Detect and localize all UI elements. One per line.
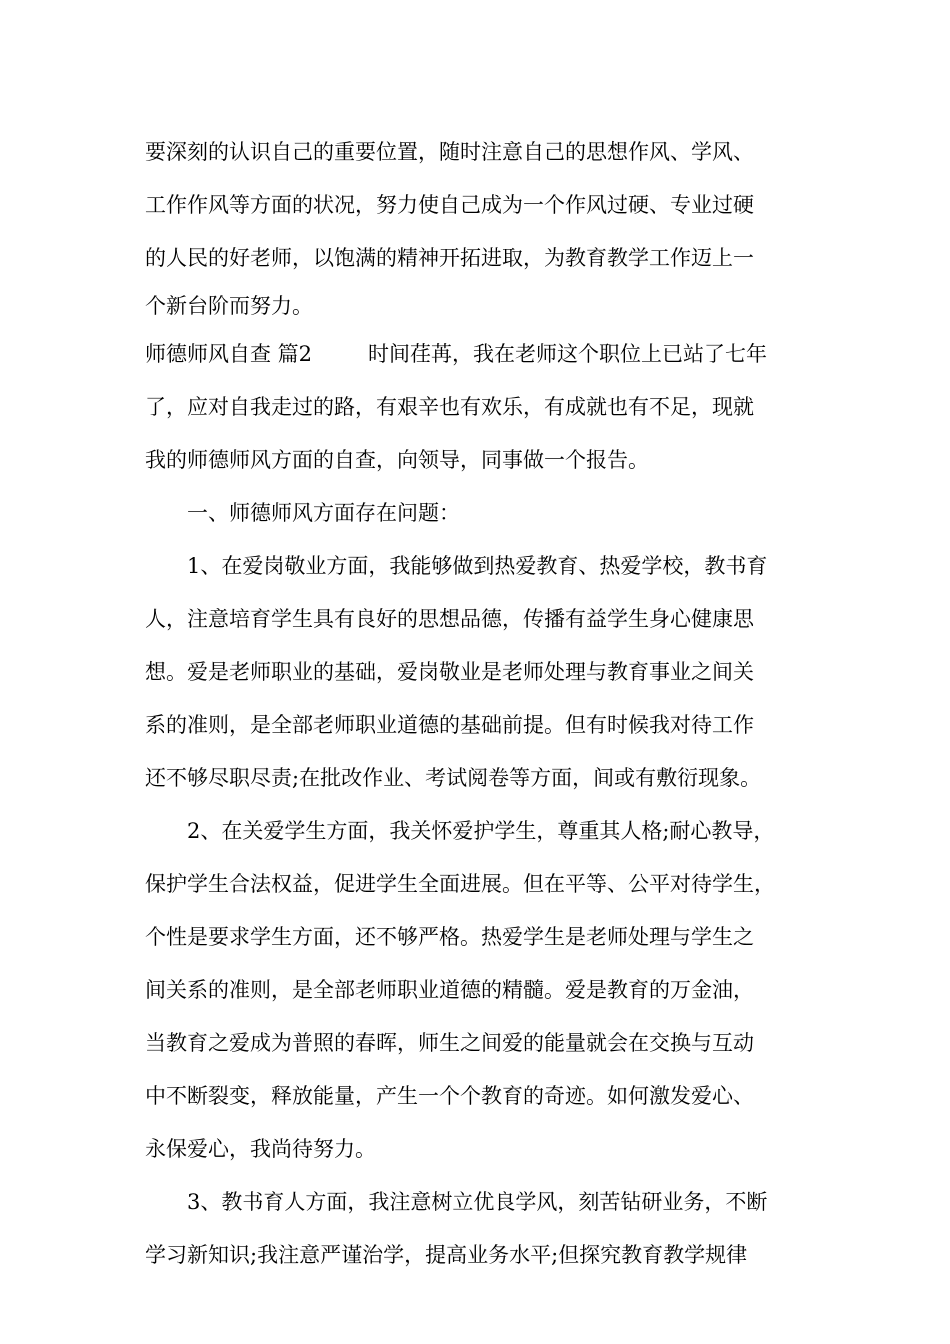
text-line: 还不够尽职尽责;在批改作业、考试阅卷等方面，间或有敷衍现象。 [145, 766, 762, 790]
text-line: 工作作风等方面的状况，努力使自己成为一个作风过硬、专业过硬 [145, 193, 754, 217]
text-line: 间关系的准则，是全部老师职业道德的精髓。爱是教育的万金油， [145, 978, 754, 1002]
section-heading: 师德师风自查 篇2 [145, 342, 313, 366]
text-line: 保护学生合法权益，促进学生全面进展。但在平等、公平对待学生， [145, 872, 775, 896]
continuation-paragraph [145, 126, 810, 328]
text-line: 人，注意培育学生具有良好的思想品德，传播有益学生身心健康思 [145, 607, 754, 631]
text-line: 个新台阶而努力。 [145, 294, 313, 318]
point-3-paragraph [145, 1176, 810, 1282]
text-line: 2、在关爱学生方面，我关怀爱护学生，尊重其人格;耐心教导， [187, 819, 775, 843]
text-line: 时间荏苒，我在老师这个职位上已站了七年 [368, 342, 768, 366]
subheading-paragraph [145, 487, 810, 540]
section-heading-line [145, 328, 810, 381]
point-1-paragraph [145, 540, 810, 805]
text-line: 我的师德师风方面的自查，向领导，同事做一个报告。 [145, 448, 649, 472]
subheading: 一、师德师风方面存在问题： [187, 501, 460, 525]
text-line: 中不断裂变，释放能量，产生一个个教育的奇迹。如何激发爱心、 [145, 1084, 754, 1108]
text-line: 3、教书育人方面，我注意树立优良学风，刻苦钻研业务，不断 [187, 1190, 768, 1214]
document-body [145, 126, 810, 1282]
text-line: 的人民的好老师，以饱满的精神开拓进取，为教育教学工作迈上一 [145, 246, 754, 270]
text-line: 个性是要求学生方面，还不够严格。热爱学生是老师处理与学生之 [145, 925, 754, 949]
text-line: 当教育之爱成为普照的春晖，师生之间爱的能量就会在交换与互动 [145, 1031, 754, 1055]
section-intro-paragraph [145, 328, 810, 487]
text-line: 系的准则，是全部老师职业道德的基础前提。但有时候我对待工作 [145, 713, 754, 737]
point-2-paragraph [145, 805, 810, 1176]
text-line: 想。爱是老师职业的基础，爱岗敬业是老师处理与教育事业之间关 [145, 660, 754, 684]
text-line: 1、在爱岗敬业方面，我能够做到热爱教育、热爱学校，教书育 [187, 554, 768, 578]
text-line: 永保爱心，我尚待努力。 [145, 1137, 376, 1161]
text-line: 学习新知识;我注意严谨治学，提高业务水平;但探究教育教学规律 [145, 1243, 748, 1267]
text-line: 要深刻的认识自己的重要位置，随时注意自己的思想作风、学风、 [145, 140, 754, 164]
text-line: 了，应对自我走过的路，有艰辛也有欢乐，有成就也有不足，现就 [145, 395, 754, 419]
